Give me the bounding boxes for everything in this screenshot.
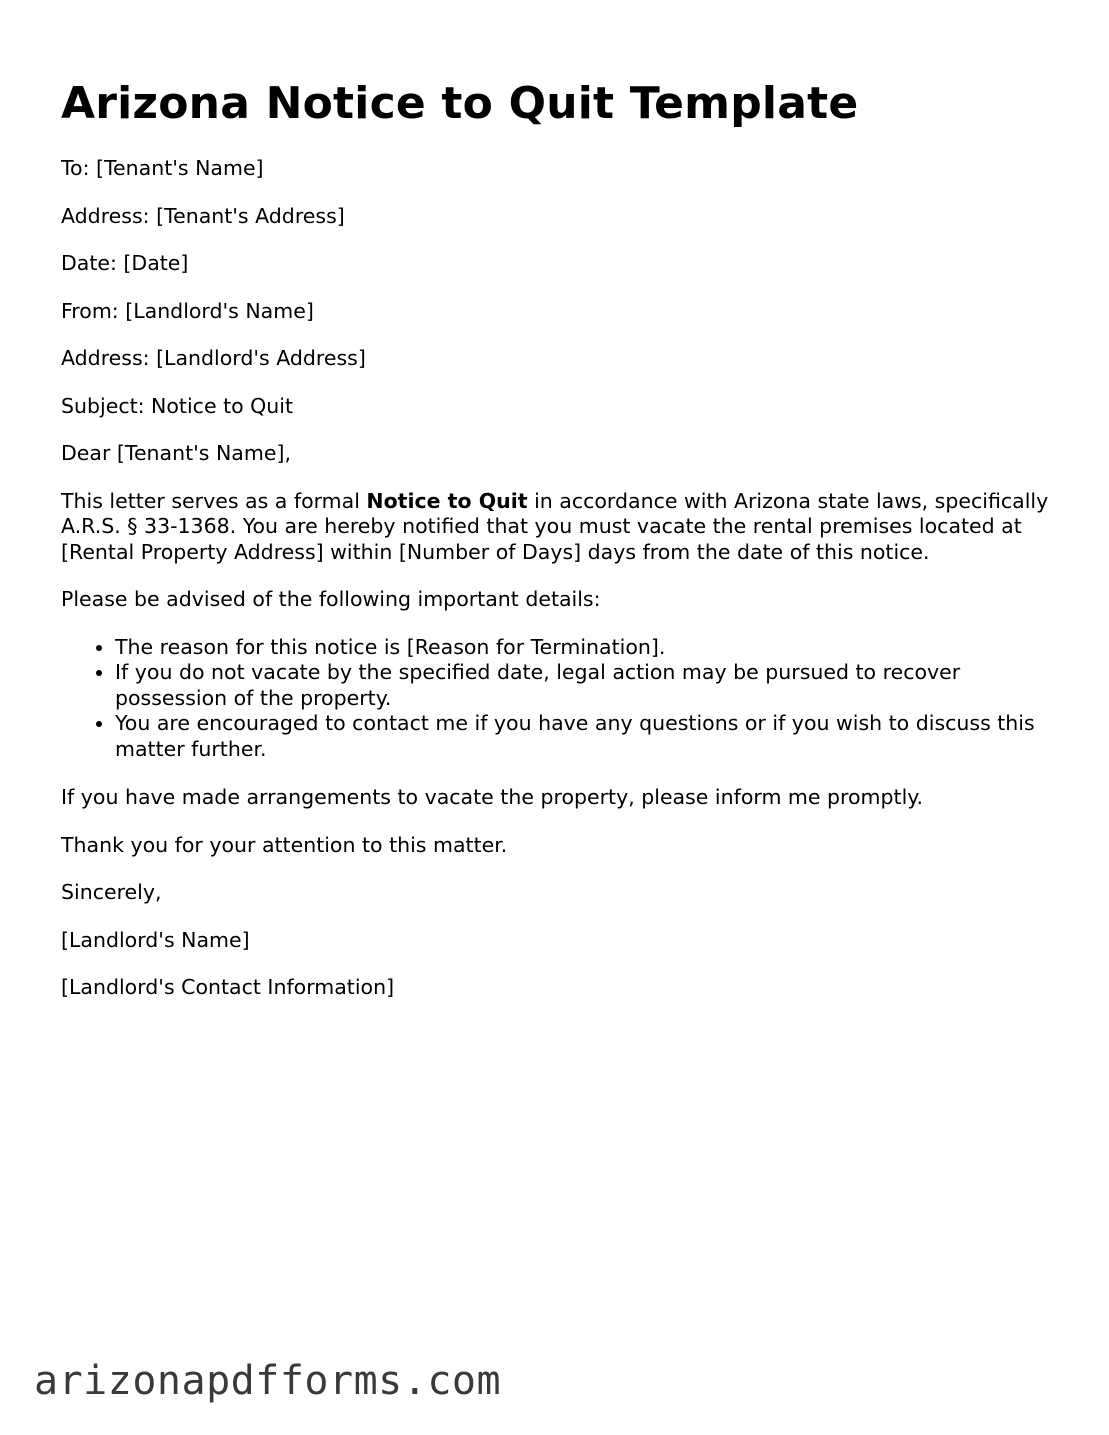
subject-line: Subject: Notice to Quit [61, 393, 294, 418]
salutation: Dear [Tenant's Name], [61, 441, 291, 465]
signature-contact: [Landlord's Contact Information] [61, 975, 395, 999]
details-list-item: • The reason for this notice is [Reason for Termination]. [115, 635, 1061, 661]
details-list-item: • If you do not vacate by the specified date, legal action may be pursued to recover possession of the property. [115, 660, 1061, 711]
document-title: Arizona Notice to Quit Template [61, 78, 859, 129]
intro-text-after: in accordance with Arizona state laws, specifically A.R.S. § 33-1368. You are hereby notified that you must vacate the rental premises located at [Rental Property Address] within [Number of Days] days from the date of this notice. [61, 488, 1049, 564]
thanks-paragraph: Thank you for your attention to this matter. [61, 832, 508, 857]
intro-text-before: This letter serves as a formal [61, 488, 367, 513]
landlord-address-line: Address: [Landlord's Address] [61, 346, 366, 370]
details-list [61, 635, 1061, 763]
site-watermark: arizonapdfforms.com [34, 1358, 502, 1404]
details-list-item: • You are encouraged to contact me if you have any questions or if you wish to discuss this matter further. [115, 711, 1061, 762]
landlord-name-line: From: [Landlord's Name] [61, 298, 314, 323]
intro-text-bold: Notice to Quit [366, 488, 528, 513]
tenant-address-line: Address: [Tenant's Address] [61, 203, 345, 228]
document-body [61, 78, 1061, 1023]
intro-paragraph [61, 489, 1061, 566]
signature-name: [Landlord's Name] [61, 927, 250, 952]
closing: Sincerely, [61, 880, 162, 904]
tenant-name-line: To: [Tenant's Name] [61, 156, 264, 180]
details-lead: Please be advised of the following important details: [61, 587, 601, 611]
arrangements-paragraph: If you have made arrangements to vacate the property, please inform me promptly. [61, 785, 924, 809]
date-line: Date: [Date] [61, 251, 189, 275]
